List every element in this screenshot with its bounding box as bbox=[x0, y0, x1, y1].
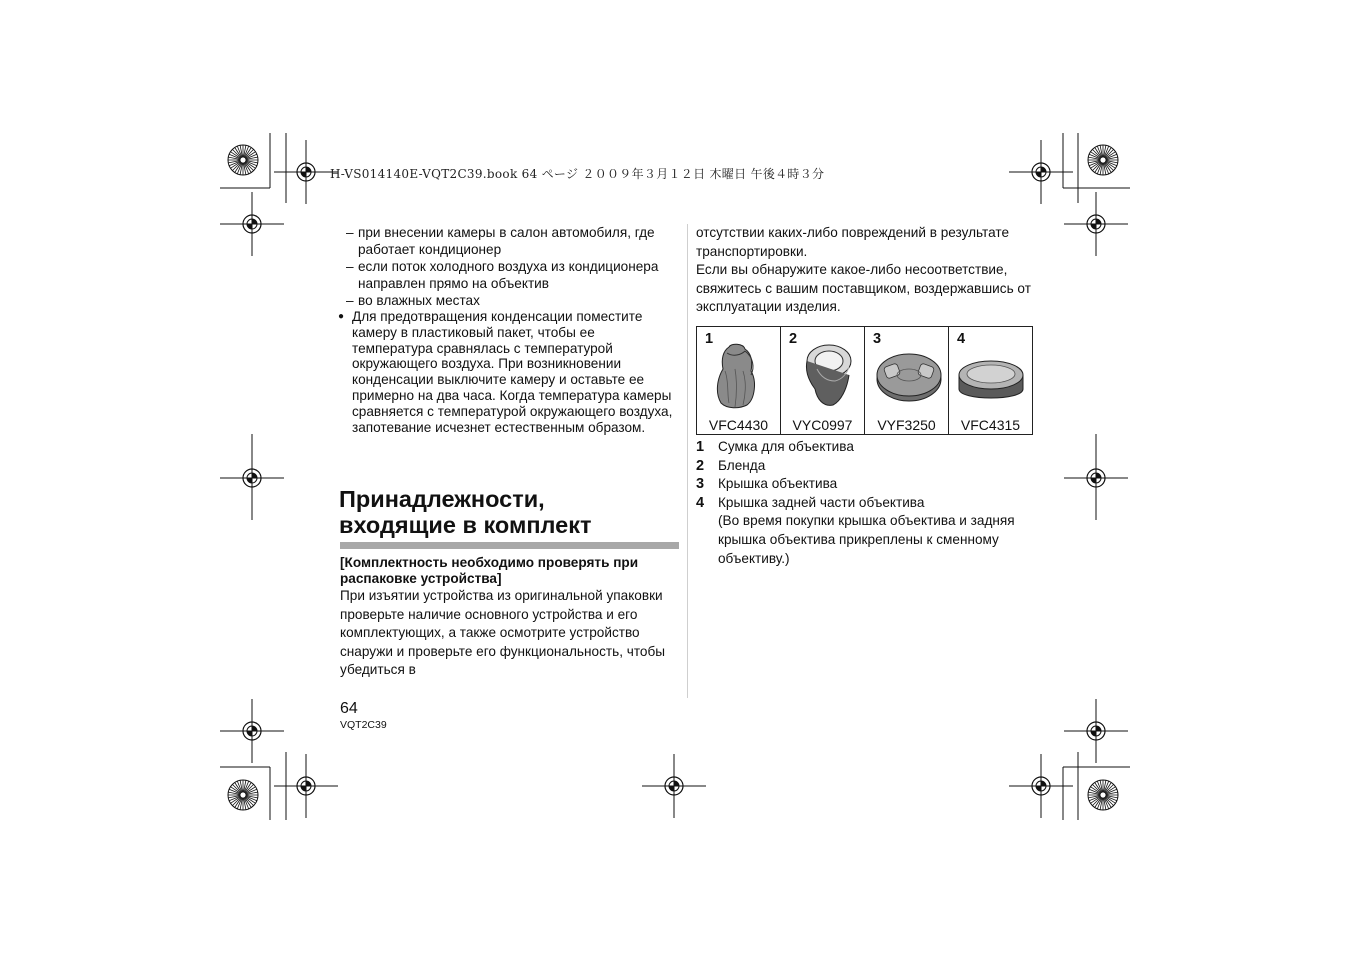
bullet-icon: ● bbox=[338, 311, 345, 322]
list-item bbox=[696, 438, 1041, 457]
dash-symbol: – bbox=[346, 225, 354, 240]
list-item bbox=[696, 457, 1041, 476]
lens-hood-icon bbox=[787, 341, 859, 411]
lens-pouch-icon bbox=[703, 341, 775, 411]
dash-item-text: если поток холодного воздуха из кондиционера направлен прямо на объектив bbox=[358, 259, 659, 291]
accessory-code: VFC4315 bbox=[960, 417, 1021, 433]
bullet-paragraph bbox=[340, 309, 682, 435]
left-column bbox=[340, 224, 682, 435]
print-header: H-VS014140E-VQT2C39.book 64 ページ ２００９年３月１２日 木曜日 午後４時３分 bbox=[330, 167, 825, 181]
bullet-text: Для предотвращения конденсации поместите камеру в пластиковый пакет, чтобы ее температура сравнялась с температурой окружающего воздуха. При возникновении конденсации выключите камеру и оставьте ее примерно на два часа. Когда температура камеры сравняется с температурой окружающего воздуха, запотевание исчезнет естественным образом. bbox=[352, 309, 673, 435]
notice-paragraph: Если вы обнаружите какое-либо несоответствие, свяжитесь с вашим поставщиком, воздержавшись от эксплуатации изделия. bbox=[696, 262, 1031, 315]
list-item bbox=[696, 475, 1041, 494]
dash-item-text: при внесении камеры в салон автомобиля, где работает кондиционер bbox=[358, 225, 655, 257]
dash-symbol: – bbox=[346, 293, 354, 308]
dash-symbol: – bbox=[346, 259, 354, 274]
list-item bbox=[340, 258, 682, 292]
intro-paragraph: При изъятии устройства из оригинальной упаковки проверьте наличие основного устройства и его комплектующих, а также осмотрите устройство снаружи и проверьте его функциональность, чтобы убедиться в bbox=[340, 588, 666, 678]
item-name: Бленда bbox=[718, 457, 766, 473]
accessory-code: VYC0997 bbox=[792, 417, 853, 433]
continued-paragraph: отсутствии каких-либо повреждений в результате транспортировки. bbox=[696, 225, 1010, 259]
document-code: VQT2C39 bbox=[340, 719, 387, 731]
rear-lens-cap-icon bbox=[955, 341, 1027, 411]
accessories-list bbox=[696, 438, 1041, 568]
item-number: 1 bbox=[696, 439, 705, 455]
item-number: 4 bbox=[696, 494, 705, 511]
accessory-number: 3 bbox=[873, 331, 882, 347]
accessory-number: 2 bbox=[789, 331, 798, 347]
accessory-cell bbox=[949, 327, 1033, 435]
list-item bbox=[340, 292, 682, 309]
item-name: Крышка объектива bbox=[718, 476, 838, 492]
accessory-cell bbox=[865, 327, 949, 435]
item-name: Сумка для объектива bbox=[718, 439, 854, 454]
heading-rule bbox=[340, 542, 679, 549]
dash-item-text: во влажных местах bbox=[358, 293, 480, 308]
section-heading bbox=[339, 486, 684, 538]
accessory-cell bbox=[697, 327, 781, 435]
item-name: Крышка задней части объектива bbox=[718, 494, 925, 510]
accessory-code: VYF3250 bbox=[877, 417, 936, 433]
accessory-number: 4 bbox=[957, 331, 966, 347]
accessory-code: VFC4430 bbox=[708, 417, 769, 433]
list-item bbox=[696, 494, 1041, 513]
list-item bbox=[340, 224, 682, 258]
item-number: 3 bbox=[696, 476, 705, 493]
accessories-table bbox=[696, 326, 1033, 435]
accessory-number: 1 bbox=[705, 331, 714, 347]
lens-cap-icon bbox=[871, 341, 943, 411]
item-number: 2 bbox=[696, 457, 705, 474]
subheading: [Комплектность необходимо проверять при распаковке устройства] bbox=[340, 555, 639, 586]
heading-line-2: входящие в комплект bbox=[339, 512, 592, 538]
note-text: (Во время покупки крышка объектива и задняя крышка объектива прикреплены к сменному объективу.) bbox=[718, 513, 1015, 566]
heading-line-1: Принадлежности, bbox=[339, 486, 545, 512]
column-divider bbox=[687, 224, 688, 698]
accessory-cell bbox=[781, 327, 865, 435]
page-number: 64 bbox=[340, 700, 358, 717]
